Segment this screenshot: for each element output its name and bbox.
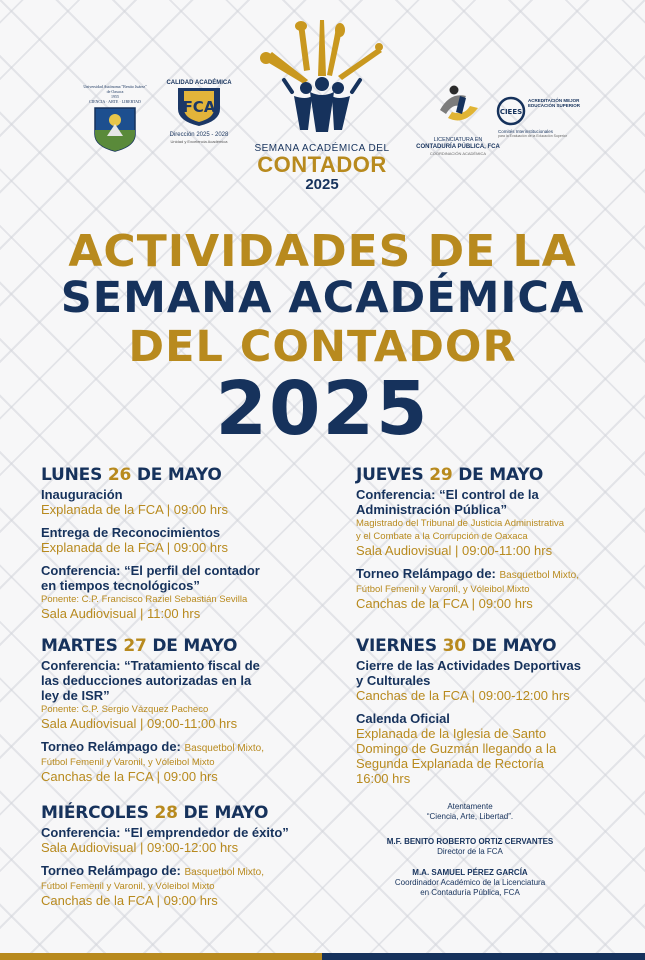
event-speaker: Ponente: C.P. Sergio Vázquez Pacheco	[41, 704, 209, 715]
day-name: JUEVES	[356, 465, 424, 485]
fca-shield-icon	[176, 87, 222, 127]
title-line2: SEMANA ACADÉMICA	[60, 273, 585, 323]
title-line3: DEL CONTADOR	[128, 322, 517, 372]
event-name: Cierre de las Actividades Deportivas	[356, 658, 581, 673]
event-location: Explanada de la FCA | 09:00 hrs	[41, 502, 228, 517]
schedule-wednesday	[41, 803, 361, 908]
day-number: 29	[429, 465, 453, 485]
ciees-letters: CIEES	[499, 108, 523, 116]
event-item	[41, 739, 341, 784]
semana-academica-logo	[240, 18, 404, 193]
event-location: Canchas de la FCA | 09:00 hrs	[41, 769, 218, 784]
event-speaker: Magistrado del Tribunal de Justicia Administrativa	[356, 518, 565, 529]
lcp-line1: LICENCIATURA EN	[433, 137, 483, 143]
event-sports: Basquetbol Mixto,	[184, 867, 265, 878]
day-heading	[41, 803, 361, 823]
event-title: Torneo Relámpago de:	[41, 739, 181, 754]
ciees-badge-icon	[496, 96, 526, 126]
day-month: DE MAYO	[471, 636, 557, 656]
uabjo-shield-icon	[93, 106, 137, 152]
event-name	[356, 566, 626, 583]
event-name	[41, 863, 361, 880]
closing-text: Atentamente	[447, 802, 493, 811]
signatory-2-role: Coordinador Académico de la Licenciatura	[394, 878, 546, 887]
event-name-cont: y Culturales	[356, 673, 431, 688]
center-logo-year: 2025	[305, 176, 339, 193]
signatory-1-name: M.F. BENITO ROBERTO ORTIZ CERVANTES	[386, 837, 554, 846]
center-logo-line2: CONTADOR	[257, 152, 387, 177]
instruments-people-icon	[252, 18, 392, 136]
title-line1: ACTIVIDADES DE LA	[68, 226, 577, 277]
event-title: Torneo Relámpago de:	[41, 863, 181, 878]
fca-letters: FCA	[182, 98, 216, 116]
event-name	[41, 739, 341, 756]
event-sports-cont: Fútbol Femenil y Varonil, y Vóleibol Mixto	[41, 881, 215, 892]
lcp-line2: CONTADURÍA PÚBLICA, FCA	[416, 144, 500, 150]
signatory-2-name: M.A. SAMUEL PÉREZ GARCÍA	[412, 868, 528, 877]
uabjo-year: 1955	[111, 94, 119, 99]
event-location: Canchas de la FCA | 09:00-12:00 hrs	[356, 688, 570, 703]
event-item	[41, 825, 361, 855]
event-location: Explanada de la FCA | 09:00 hrs	[41, 540, 228, 555]
day-name: VIERNES	[356, 636, 437, 656]
day-number: 26	[107, 465, 132, 485]
event-sports: Basquetbol Mixto,	[499, 570, 580, 581]
event-sports-cont: Fútbol Femenil y Varonil, y Vóleibol Mixto	[41, 757, 215, 768]
day-month: DE MAYO	[458, 465, 544, 485]
footer-bar-navy	[322, 953, 645, 960]
event-location-cont: Domingo de Guzmán llegando a la	[356, 741, 557, 756]
event-name: Conferencia: “Tratamiento fiscal de	[41, 658, 260, 673]
event-item	[356, 487, 626, 558]
center-logo-line1: SEMANA ACADÉMICA DEL	[254, 143, 390, 154]
event-item	[356, 566, 626, 611]
event-item	[41, 863, 361, 908]
event-name-cont: en tiempos tecnológicos”	[41, 578, 200, 593]
event-item	[41, 525, 341, 555]
event-speaker-cont: y el Combate a la Corrupción de Oaxaca	[356, 531, 528, 542]
event-name-cont: Administración Pública”	[356, 502, 507, 517]
ciees-committee	[498, 129, 568, 139]
event-name: Conferencia: “El emprendedor de éxito”	[41, 825, 289, 840]
fca-logo	[158, 80, 240, 144]
lcp-logo	[412, 84, 504, 157]
lcp-line3: COORDINACIÓN ACADÉMICA	[429, 151, 487, 156]
schedule-monday	[41, 465, 341, 621]
uabjo-name: Universidad Autónoma "Benito Juárez" de Oaxaca	[83, 84, 147, 94]
event-location: Explanada de la Iglesia de Santo	[356, 726, 547, 741]
event-location: Canchas de la FCA | 09:00 hrs	[41, 893, 218, 908]
day-number: 28	[154, 803, 178, 823]
event-name: Conferencia: “El control de la	[356, 487, 539, 502]
event-item	[41, 563, 341, 621]
day-month: DE MAYO	[183, 803, 269, 823]
footer-bar-gold	[0, 953, 322, 960]
signatory-2-role-cont: en Contaduría Pública, FCA	[420, 888, 520, 897]
event-location: Canchas de la FCA | 09:00 hrs	[356, 596, 533, 611]
event-item	[41, 658, 341, 731]
event-name-cont: las deducciones autorizadas en la	[41, 673, 252, 688]
ciees-logo	[496, 96, 581, 138]
ciees-committee-line2: para la Evaluación de la Educación Superior	[498, 134, 567, 138]
event-location: Sala Audiovisual | 09:00-11:00 hrs	[41, 716, 238, 731]
fca-direction: Dirección 2025 - 2028	[169, 132, 229, 138]
event-name: Calenda Oficial	[356, 711, 450, 726]
day-number: 30	[442, 636, 466, 656]
uabjo-motto: CIENCIA · ARTE · LIBERTAD	[89, 99, 141, 104]
fca-top-label: CALIDAD ACADÉMICA	[166, 80, 232, 86]
schedule-thursday	[356, 465, 626, 611]
motto-text: “Ciencia, Arte, Libertad”.	[426, 812, 514, 821]
day-heading	[41, 465, 341, 485]
event-item	[41, 487, 341, 517]
day-month: DE MAYO	[152, 636, 238, 656]
day-month: DE MAYO	[136, 465, 222, 485]
signatory-1-role: Director de la FCA	[437, 847, 503, 856]
day-number: 27	[123, 636, 147, 656]
ciees-committee-line1: Comités Interinstitucionales	[498, 129, 554, 134]
event-location: Sala Audiovisual | 11:00 hrs	[41, 606, 201, 621]
day-heading	[356, 636, 626, 656]
day-heading	[41, 636, 341, 656]
event-item	[356, 711, 626, 786]
schedule-tuesday	[41, 636, 341, 784]
uabjo-logo	[82, 84, 148, 157]
lcp-emblem-icon	[434, 84, 482, 130]
event-speaker: Ponente: C.P. Francisco Raziel Sebastián Sevilla	[41, 594, 248, 605]
day-heading	[356, 465, 626, 485]
day-name: MIÉRCOLES	[41, 803, 149, 823]
event-name-cont: ley de ISR”	[41, 688, 110, 703]
event-name: Entrega de Reconocimientos	[41, 525, 221, 540]
ciees-accreditation: ACREDITACIÓN MEJOR EDUCACIÓN SUPERIOR	[528, 98, 581, 108]
fca-tagline: Unidad y Excelencia Académica	[170, 139, 228, 144]
event-location-cont: Segunda Explanada de Rectoría	[356, 756, 544, 771]
event-sports-cont: Fútbol Femenil y Varonil, y Vóleibol Mixto	[356, 584, 530, 595]
event-location: Sala Audiovisual | 09:00-12:00 hrs	[41, 840, 239, 855]
event-item	[356, 658, 626, 703]
event-title: Torneo Relámpago de:	[356, 566, 496, 581]
day-name: MARTES	[41, 636, 118, 656]
event-name: Inauguración	[41, 487, 123, 502]
event-sports: Basquetbol Mixto,	[184, 743, 265, 754]
title-year: 2025	[215, 366, 430, 452]
schedule-friday	[356, 636, 626, 786]
day-name: LUNES	[41, 465, 103, 485]
event-time: 16:00 hrs	[356, 771, 411, 786]
event-location: Sala Audiovisual | 09:00-11:00 hrs	[356, 543, 553, 558]
signatures	[370, 802, 570, 898]
event-name: Conferencia: “El perfil del contador	[41, 563, 260, 578]
